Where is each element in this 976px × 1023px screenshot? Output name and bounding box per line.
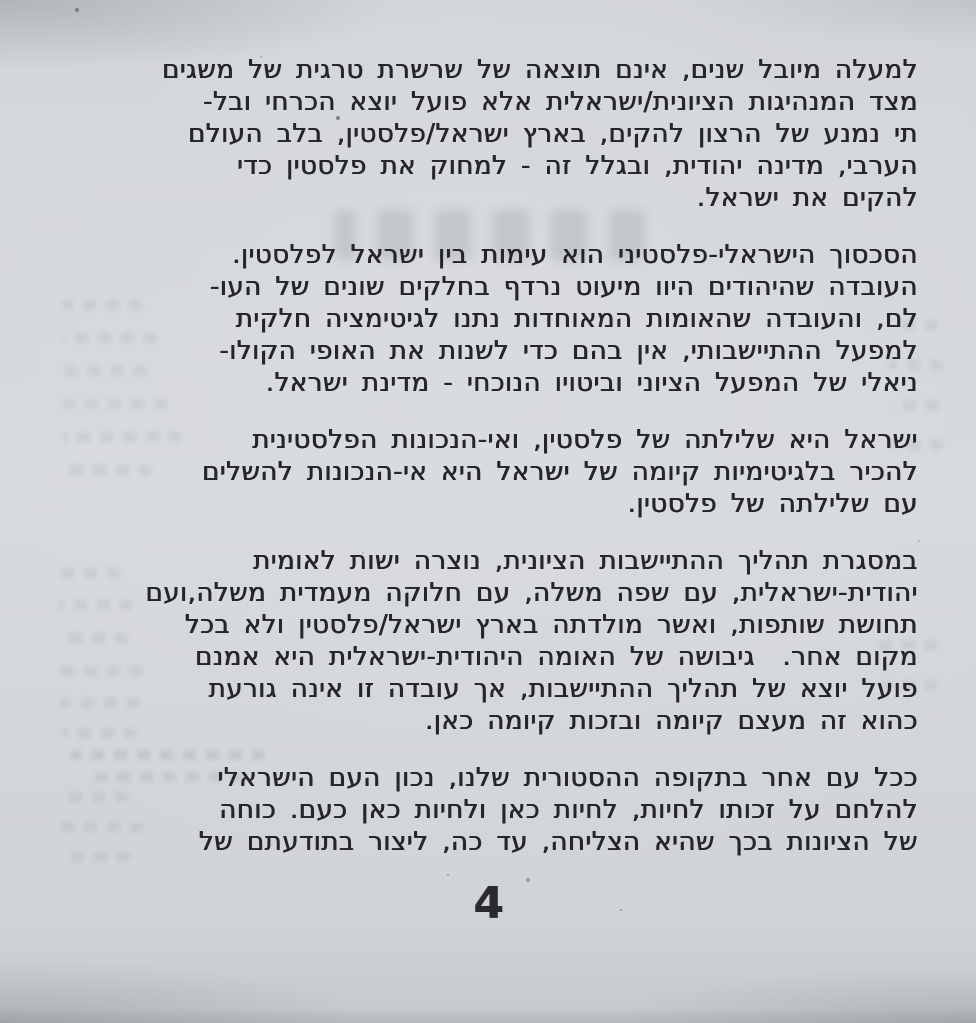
text-line: תחושת שותפות, ואשר מולדתה בארץ ישראל/פלסטין ולא בכל [184,610,918,640]
text-line: תי נמנע של הרצון להקים, בארץ ישראל/פלסטין, בלב העולם [188,119,918,149]
page-number: 4 [473,878,503,929]
text-line: להקים את ישראל. [696,183,918,213]
text-line: כהוא זה מעצם קיומה ובזכות קיומה כאן. [425,706,918,736]
text-line: מצד המנהיגות הציונית/ישראלית אלא פועל יוצא הכרחי ובל- [203,87,918,117]
text-line: פועל יוצא של תהליך ההתיישבות, אך עובדה זו אינה גורעת [208,674,918,704]
text-line: להכיר בלגיטימיות קיומה של ישראל היא אי-הנכונות להשלים [202,457,918,487]
text-line: למעלה מיובל שנים, אינם תוצאה של שרשרת טרגית של משגים [162,55,918,85]
text-line: עם שלילתה של פלסטין. [627,489,918,519]
paper-specks [0,0,2,2]
text-line: מקום אחר. גיבושה של האומה היהודית-ישראלית היא אמנם [195,642,918,672]
text-line: להלחם על זכותו לחיות, לחיות כאן ולחיות כאן כעם. כוחה [219,795,918,825]
text-line: למפעל ההתיישבותי, אין בהם כדי לשנות את האופי הקולו- [219,336,918,366]
text-line: במסגרת תהליך ההתיישבות הציונית, נוצרה ישות לאומית [253,546,918,576]
text-line: הערבי, מדינה יהודית, ובגלל זה - למחוק את פלסטין כדי [237,151,918,181]
paragraph [56,545,918,737]
text-line: לם, והעובדה שהאומות המאוחדות נתנו לגיטימציה חלקית [235,304,918,334]
paragraph [56,762,918,858]
text-block [56,54,918,858]
text-line: ככל עם אחר בתקופה ההסטורית שלנו, נכון העם הישראלי [217,763,918,793]
paragraph [56,424,918,520]
text-line: ישראל היא שלילתה של פלסטין, ואי-הנכונות הפלסטינית [252,425,918,455]
text-line: העובדה שהיהודים היוו מיעוט נרדף בחלקים שונים של העו- [209,272,918,302]
text-line: של הציונות בכך שהיא הצליחה, עד כה, ליצור בתודעתם של [198,827,918,857]
paragraph [56,239,918,399]
text-line: הסכסוך הישראלי-פלסטיני הוא עימות בין ישראל לפלסטין. [232,240,918,270]
paragraph [56,54,918,214]
text-line: יהודית-ישראלית, עם שפה משלה, עם חלוקה מעמדית משלה,ועם [145,578,918,608]
text-line: ניאלי של המפעל הציוני וביטויו הנוכחי - מדינת ישראל. [265,368,918,398]
